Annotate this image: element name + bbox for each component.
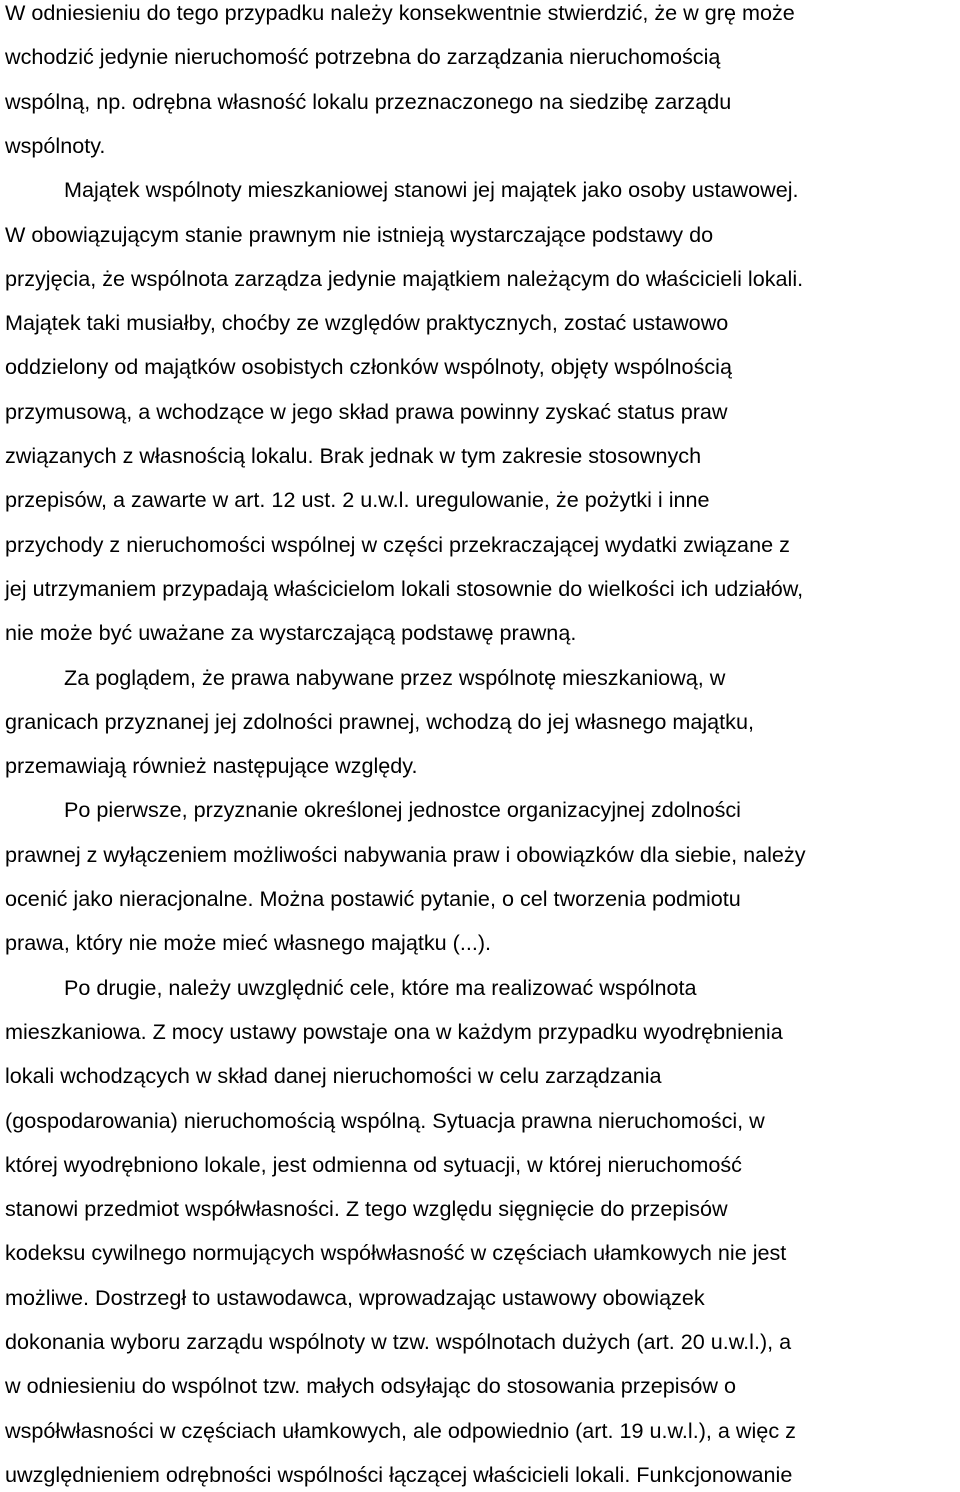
text-line: w odniesieniu do wspólnot tzw. małych odsyłając do stosowania przepisów o [5,1373,736,1399]
text-line: oddzielony od majątków osobistych członków wspólnoty, objęty wspólnością [5,354,732,380]
text-line: współwłasności w częściach ułamkowych, ale odpowiednio (art. 19 u.w.l.), a więc z [5,1417,796,1443]
text-line: Majątek taki musiałby, choćby ze względów praktycznych, zostać ustawowo [5,310,729,336]
text-line: dokonania wyboru zarządu wspólnoty w tzw. wspólnotach dużych (art. 20 u.w.l.), a [5,1329,792,1354]
text-line: (gospodarowania) nieruchomością wspólną. Sytuacja prawna nieruchomości, w [5,1107,765,1133]
text-line: W obowiązującym stanie prawnym nie istnieją wystarczające podstawy do [5,221,714,247]
text-line: możliwe. Dostrzegł to ustawodawca, wprowadzając ustawowy obowiązek [5,1284,705,1310]
text-line: jej utrzymaniem przypadają właścicielom lokali stosownie do wielkości ich udziałów, [5,575,804,601]
text-line: kodeksu cywilnego normujących współwłasność w częściach ułamkowych nie jest [5,1240,787,1266]
text-line: Po pierwsze, przyznanie określonej jednostce organizacyjnej zdolności [64,797,741,823]
text-line: mieszkaniowa. Z mocy ustawy powstaje ona w każdym przypadku wyodrębnienia [5,1018,783,1044]
text-line: stanowi przedmiot współwłasności. Z tego względu sięgnięcie do przepisów [5,1196,728,1222]
text-line: której wyodrębniono lokale, jest odmienna od sytuacji, w której nieruchomość [5,1151,742,1177]
text-line: lokali wchodzących w skład danej nieruchomości w celu zarządzania [5,1063,662,1089]
text-line: przyjęcia, że wspólnota zarządza jedynie majątkiem należącym do właścicieli lokali. [5,265,804,291]
text-line: przychody z nieruchomości wspólnej w części przekraczającej wydatki związane z [5,531,790,557]
text-line: W odniesieniu do tego przypadku należy konsekwentnie stwierdzić, że w grę może [5,0,795,25]
text-line: wspólnoty. [5,132,106,158]
text-line: Majątek wspólnoty mieszkaniowej stanowi jej majątek jako osoby ustawowej. [64,177,799,203]
text-line: przemawiają również następujące względy. [5,753,418,779]
text-line: przepisów, a zawarte w art. 12 ust. 2 u.w.l. uregulowanie, że pożytki i inne [5,487,710,513]
text-line: nie może być uważane za wystarczającą podstawę prawną. [5,620,577,646]
text-line: przymusową, a wchodzące w jego skład prawa powinny zyskać status praw [5,398,728,424]
text-line: ocenić jako nieracjonalne. Można postawić pytanie, o cel tworzenia podmiotu [5,886,741,911]
text-line: Za poglądem, że prawa nabywane przez wspólnotę mieszkaniową, w [64,664,726,690]
text-line: związanych z własnością lokalu. Brak jednak w tym zakresie stosownych [5,443,702,468]
text-line: wchodzić jedynie nieruchomość potrzebna do zarządzania nieruchomością [5,44,721,70]
text-line: Po drugie, należy uwzględnić cele, które ma realizować wspólnota [64,974,697,1000]
text-line: granicach przyznanej jej zdolności prawnej, wchodzą do jej własnego majątku, [5,708,754,734]
text-line: prawnej z wyłączeniem możliwości nabywania praw i obowiązków dla siebie, należy [5,841,806,867]
text-line: wspólną, np. odrębna własność lokalu przeznaczonego na siedzibę zarządu [5,88,732,114]
text-line: uwzględnieniem odrębności wspólności łączącej właścicieli lokali. Funkcjonowanie [5,1461,793,1487]
text-line: prawa, który nie może mieć własnego majątku (...). [5,930,492,956]
